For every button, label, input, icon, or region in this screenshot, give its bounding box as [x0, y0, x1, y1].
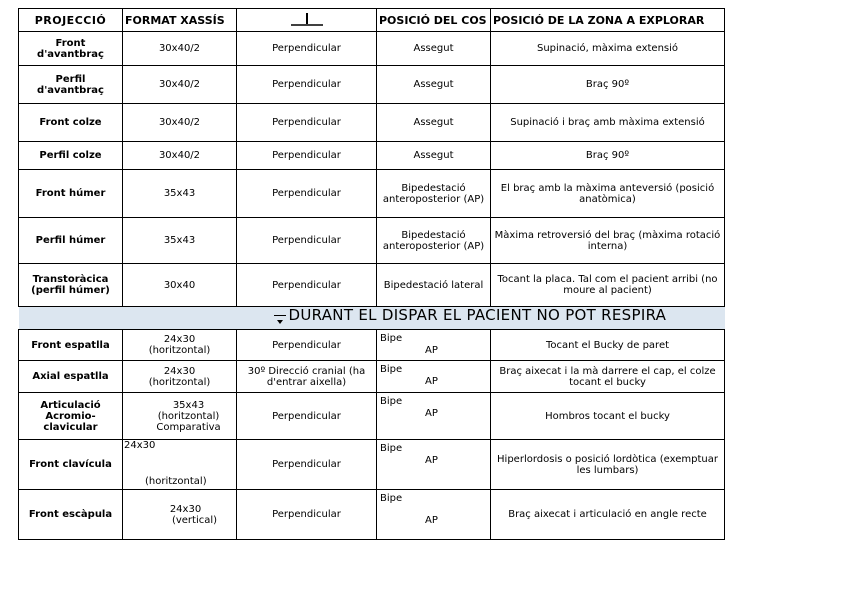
pos-ap: AP — [425, 515, 438, 526]
cell-posicio-cos[interactable] — [377, 393, 491, 440]
cell-posicio-cos[interactable] — [377, 440, 491, 490]
header-row — [19, 9, 725, 32]
table-row — [19, 142, 725, 170]
cell-direction[interactable]: Perpendicular — [237, 170, 377, 218]
cell-posicio-cos[interactable]: Bipedestació anteroposterior (AP) — [377, 218, 491, 264]
pos-bipe: Bipe — [380, 396, 403, 407]
pos-bipe: Bipe — [380, 493, 403, 504]
cell-posicio-zona[interactable]: Hiperlordosis o posició lordòtica (exemptuar les lumbars) — [491, 440, 725, 490]
cell-direction[interactable]: Perpendicular — [237, 264, 377, 307]
cell-projeccio[interactable]: Axial espatlla — [19, 361, 123, 393]
format-orientation: (horitzontal) — [148, 376, 211, 388]
filter-dropdown-icon[interactable] — [273, 314, 287, 326]
table-row — [19, 330, 725, 361]
cell-format[interactable]: 35x43 — [123, 218, 237, 264]
cell-projeccio[interactable]: Front d'avantbraç — [19, 32, 123, 66]
cell-format[interactable]: 30x40 — [123, 264, 237, 307]
cell-projeccio[interactable]: Front clavícula — [19, 440, 123, 490]
cell-posicio-cos[interactable]: Assegut — [377, 66, 491, 104]
header-direction[interactable] — [237, 9, 377, 32]
cell-projeccio[interactable]: Perfil colze — [19, 142, 123, 170]
table-row — [19, 490, 725, 540]
table-row — [19, 218, 725, 264]
table-row — [19, 264, 725, 307]
cell-posicio-cos[interactable]: Assegut — [377, 32, 491, 66]
banner-row — [19, 307, 725, 330]
pos-bipe: Bipe — [380, 364, 403, 375]
table-row — [19, 361, 725, 393]
cell-direction[interactable]: Perpendicular — [237, 142, 377, 170]
cell-posicio-zona[interactable]: Braç aixecat i articulació en angle recte — [491, 490, 725, 540]
cell-format[interactable]: 30x40/2 — [123, 142, 237, 170]
cell-direction[interactable]: Perpendicular — [237, 490, 377, 540]
cell-format[interactable]: 30x40/2 — [123, 66, 237, 104]
cell-direction[interactable]: Perpendicular — [237, 218, 377, 264]
cell-projeccio[interactable]: Perfil d'avantbraç — [19, 66, 123, 104]
header-posicio-zona[interactable]: POSICIÓ DE LA ZONA A EXPLORAR — [491, 9, 725, 32]
cell-projeccio[interactable]: Front colze — [19, 104, 123, 142]
cell-posicio-zona[interactable]: Braç 90º — [491, 66, 725, 104]
cell-direction[interactable]: Perpendicular — [237, 393, 377, 440]
cell-posicio-zona[interactable]: Braç 90º — [491, 142, 725, 170]
cell-format[interactable]: 35x43 — [123, 170, 237, 218]
cell-format[interactable]: 30x40/2 — [123, 104, 237, 142]
table-row — [19, 32, 725, 66]
format-orientation: (horitzontal) — [145, 476, 207, 487]
pos-ap: AP — [425, 345, 438, 356]
format-size: 24x30 — [169, 503, 202, 515]
cell-projeccio[interactable]: Front espatlla — [19, 330, 123, 361]
format-orientation: (horitzontal) — [148, 345, 211, 356]
cell-posicio-zona[interactable]: Supinació, màxima extensió — [491, 32, 725, 66]
header-projeccio[interactable]: PROJECCIÓ — [19, 9, 123, 32]
format-size: 24x30 — [124, 440, 156, 451]
table-row — [19, 104, 725, 142]
cell-projeccio[interactable]: Perfil húmer — [19, 218, 123, 264]
cell-posicio-cos[interactable] — [377, 361, 491, 393]
cell-posicio-zona[interactable]: El braç amb la màxima anteversió (posició anatòmica) — [491, 170, 725, 218]
cell-projeccio[interactable]: Transtoràcica (perfil húmer) — [19, 264, 123, 307]
cell-projeccio[interactable]: Front escàpula — [19, 490, 123, 540]
cell-format[interactable] — [123, 393, 237, 440]
table-row — [19, 66, 725, 104]
cell-direction[interactable]: Perpendicular — [237, 440, 377, 490]
cell-posicio-cos[interactable]: Bipedestació lateral — [377, 264, 491, 307]
banner-fill-left — [19, 307, 241, 329]
header-format[interactable]: FORMAT XASSÍS — [123, 9, 237, 32]
format-orientation: (horitzontal) — [157, 410, 220, 422]
cell-posicio-zona[interactable]: Tocant el Bucky de paret — [491, 330, 725, 361]
perpendicular-icon — [285, 12, 329, 28]
pos-ap: AP — [425, 376, 438, 387]
cell-format[interactable] — [123, 490, 237, 540]
format-size: 24x30 — [163, 334, 196, 345]
cell-format[interactable] — [123, 440, 237, 490]
pos-ap: AP — [425, 455, 438, 466]
cell-posicio-cos[interactable]: Assegut — [377, 142, 491, 170]
banner-text: DURANT EL DISPAR EL PACIENT NO POT RESPIRA — [288, 307, 667, 324]
table-row — [19, 393, 725, 440]
cell-direction[interactable]: 30º Direcció cranial (ha d'entrar aixella) — [237, 361, 377, 393]
cell-posicio-cos[interactable] — [377, 330, 491, 361]
cell-format[interactable] — [123, 361, 237, 393]
table-row — [19, 440, 725, 490]
pos-ap: AP — [425, 408, 438, 419]
cell-posicio-cos[interactable] — [377, 490, 491, 540]
pos-bipe: Bipe — [380, 333, 403, 344]
cell-direction[interactable]: Perpendicular — [237, 66, 377, 104]
format-note: Comparativa — [156, 421, 221, 433]
cell-posicio-zona[interactable]: Braç aixecat i la mà darrere el cap, el colze tocant el bucky — [491, 361, 725, 393]
cell-posicio-cos[interactable]: Assegut — [377, 104, 491, 142]
format-size: 35x43 — [172, 399, 205, 411]
format-size: 24x30 — [163, 365, 196, 377]
cell-direction[interactable]: Perpendicular — [237, 104, 377, 142]
cell-posicio-zona[interactable]: Màxima retroversió del braç (màxima rotació interna) — [491, 218, 725, 264]
cell-projeccio[interactable]: Front húmer — [19, 170, 123, 218]
cell-posicio-zona[interactable]: Hombros tocant el bucky — [491, 393, 725, 440]
cell-format[interactable]: 30x40/2 — [123, 32, 237, 66]
cell-format[interactable] — [123, 330, 237, 361]
radiology-table — [18, 8, 725, 540]
format-orientation: (vertical) — [171, 514, 218, 526]
cell-posicio-zona[interactable]: Supinació i braç amb màxima extensió — [491, 104, 725, 142]
banner — [257, 307, 725, 329]
cell-direction[interactable]: Perpendicular — [237, 32, 377, 66]
header-posicio-cos[interactable]: POSICIÓ DEL COS — [377, 9, 491, 32]
cell-posicio-cos[interactable]: Bipedestació anteroposterior (AP) — [377, 170, 491, 218]
cell-projeccio[interactable]: Articulació Acromio-clavicular — [19, 393, 123, 440]
table-row — [19, 170, 725, 218]
pos-bipe: Bipe — [380, 443, 403, 454]
cell-direction[interactable]: Perpendicular — [237, 330, 377, 361]
cell-posicio-zona[interactable]: Tocant la placa. Tal com el pacient arribi (no moure al pacient) — [491, 264, 725, 307]
